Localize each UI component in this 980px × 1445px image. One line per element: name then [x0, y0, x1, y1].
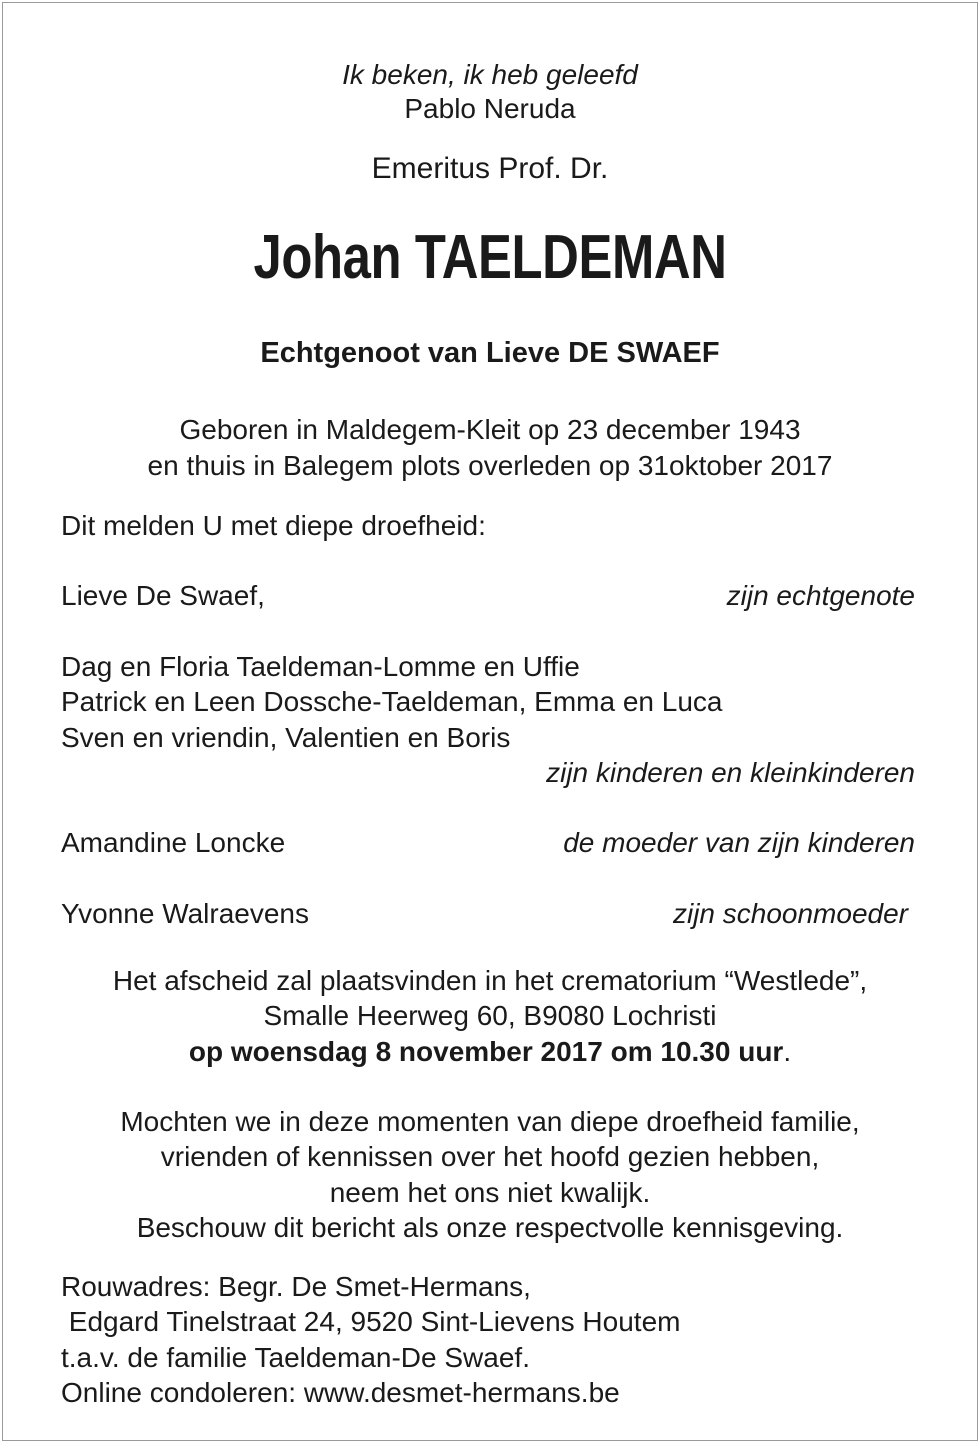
family-relation: zijn kinderen en kleinkinderen: [546, 757, 915, 788]
family-name: Sven en vriendin, Valentien en Boris: [61, 722, 511, 753]
death-line: en thuis in Balegem plots overleden op 31oktober 2017: [147, 450, 833, 481]
apology-line: neem het ons niet kwalijk.: [329, 1177, 651, 1208]
ceremony-location: Het afscheid zal plaatsvinden in het crematorium “Westlede”,: [112, 965, 868, 996]
family-name: Lieve De Swaef,: [61, 580, 265, 611]
family-relation: zijn echtgenote: [726, 580, 915, 611]
family-name: Patrick en Leen Dossche-Taeldeman, Emma en Luca: [61, 686, 723, 717]
condolence-link[interactable]: Online condoleren: www.desmet-hermans.be: [61, 1377, 620, 1408]
quote-author: Pablo Neruda: [404, 93, 576, 124]
address-line: Edgard Tinelstraat 24, 9520 Sint-Lievens Houtem: [61, 1306, 681, 1337]
birth-line: Geboren in Maldegem-Kleit op 23 december 1943: [179, 414, 801, 445]
intro-line: Dit melden U met diepe droefheid:: [61, 510, 486, 541]
title-prefix: Emeritus Prof. Dr.: [371, 152, 609, 185]
obituary-card: [2, 2, 978, 1441]
family-name: Yvonne Walraevens: [61, 898, 309, 929]
address-line: Rouwadres: Begr. De Smet-Hermans,: [61, 1271, 531, 1302]
apology-line: Beschouw dit bericht als onze respectvolle kennisgeving.: [136, 1212, 844, 1243]
apology-line: vrienden of kennissen over het hoofd gezien hebben,: [160, 1141, 820, 1172]
quote-text: Ik beken, ik heb geleefd: [342, 59, 638, 90]
family-relation: de moeder van zijn kinderen: [563, 827, 915, 858]
spouse-line: Echtgenoot van Lieve DE SWAEF: [260, 337, 720, 369]
ceremony-datetime-period: .: [783, 1036, 792, 1067]
family-name: Amandine Loncke: [61, 827, 286, 858]
family-relation: zijn schoonmoeder: [672, 898, 908, 929]
ceremony-datetime-text: op woensdag 8 november 2017 om 10.30 uur: [188, 1036, 784, 1067]
deceased-name: Johan TAELDEMAN: [253, 223, 727, 292]
ceremony-datetime: [3, 1038, 977, 1066]
ceremony-address: Smalle Heerweg 60, B9080 Lochristi: [263, 1000, 717, 1031]
apology-line: Mochten we in deze momenten van diepe droefheid familie,: [120, 1106, 860, 1137]
family-name: Dag en Floria Taeldeman-Lomme en Uffie: [61, 651, 580, 682]
address-line: t.a.v. de familie Taeldeman-De Swaef.: [61, 1342, 530, 1373]
